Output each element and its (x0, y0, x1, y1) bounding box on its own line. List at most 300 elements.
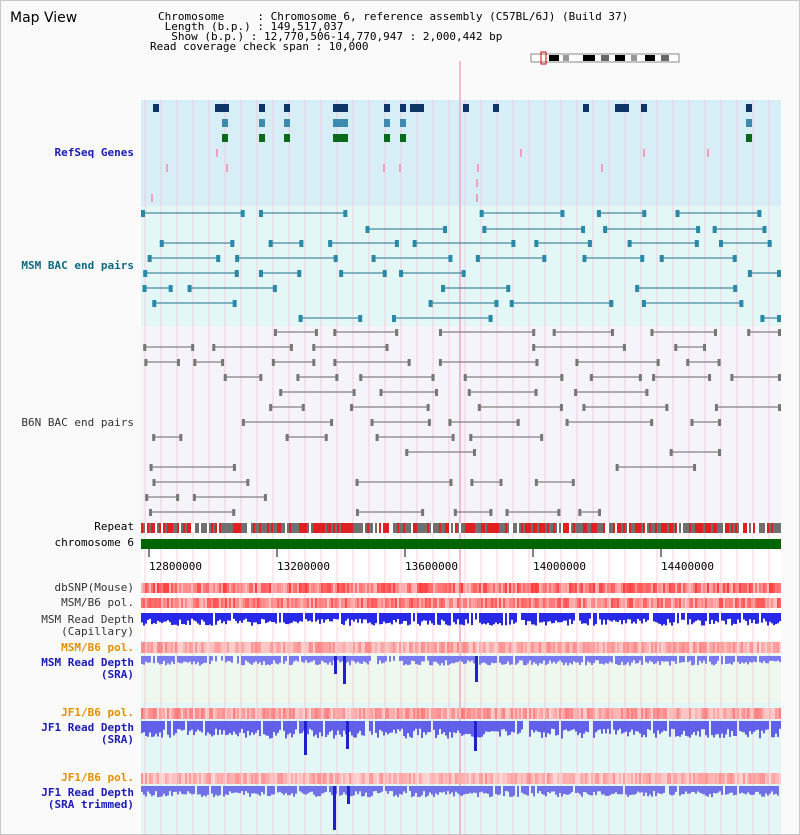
repeat-segment (235, 523, 237, 533)
heat-cell (629, 642, 631, 653)
heat-cell (681, 708, 683, 719)
depth-bar (265, 721, 267, 735)
depth-bar (429, 786, 431, 793)
heat-cell (555, 642, 557, 653)
heat-cell (511, 598, 513, 608)
heat-cell (765, 642, 767, 653)
depth-bar (493, 613, 495, 624)
heat-cell (719, 708, 721, 719)
depth-bar (751, 786, 753, 795)
heat-cell (325, 598, 327, 608)
heat-cell (205, 708, 207, 719)
depth-bar (647, 721, 649, 729)
heat-cell (717, 708, 719, 719)
heat-cell (687, 773, 689, 784)
depth-bar (315, 613, 317, 622)
b6n-end-marker (611, 329, 614, 336)
depth-bar (463, 721, 465, 735)
heat-cell (181, 598, 183, 608)
heat-cell (697, 598, 699, 608)
depth-bar (439, 786, 441, 792)
depth-bar (247, 786, 249, 793)
repeat-segment (541, 523, 543, 533)
depth-bar (779, 613, 781, 621)
depth-bar (365, 613, 367, 620)
depth-bar (199, 786, 201, 794)
depth-bar (181, 721, 183, 731)
depth-bar (271, 656, 273, 664)
depth-bar (319, 656, 321, 664)
heat-cell (343, 773, 345, 784)
depth-bar (169, 786, 171, 791)
depth-bar (725, 786, 727, 795)
depth-bar (511, 786, 513, 797)
heat-cell (689, 773, 691, 784)
repeat-segment (307, 523, 309, 533)
depth-bar (623, 656, 625, 665)
heat-cell (187, 598, 189, 608)
track-label-chromosome[interactable]: chromosome 6 (54, 536, 134, 549)
depth-bar (297, 656, 299, 662)
repeat-segment (611, 523, 613, 533)
heat-cell (287, 598, 289, 608)
heat-cell (607, 708, 609, 719)
heat-cell (667, 642, 669, 653)
repeat-segment (469, 523, 471, 533)
depth-bar (623, 613, 625, 620)
gene-exon (400, 119, 406, 127)
depth-bar (289, 786, 291, 795)
depth-bar (399, 656, 401, 661)
heat-cell (651, 598, 653, 608)
repeat-segment (677, 523, 679, 533)
track-label-jf1-depth-sra[interactable]: JF1 Read Depth (SRA) (41, 721, 134, 746)
depth-bar (653, 721, 655, 733)
heat-cell (417, 773, 419, 784)
depth-bar (471, 613, 473, 625)
track-label-msm-b6-pol-top[interactable]: MSM/B6 pol. (61, 596, 134, 609)
depth-bar (773, 721, 775, 737)
heat-cell (147, 708, 149, 719)
heat-cell (547, 708, 549, 719)
heat-cell (169, 583, 171, 593)
heat-cell (141, 583, 143, 593)
heat-cell (367, 708, 369, 719)
repeat-segment (345, 523, 347, 533)
repeat-segment (543, 523, 545, 533)
depth-bar (581, 656, 583, 662)
depth-bar (717, 656, 719, 661)
repeat-segment (279, 523, 281, 533)
depth-bar (501, 721, 503, 730)
heat-cell (635, 642, 637, 653)
depth-bar (379, 786, 381, 793)
depth-bar (603, 721, 605, 729)
heat-cell (709, 642, 711, 653)
bac-end-marker (542, 255, 546, 262)
heat-cell (609, 773, 611, 784)
depth-bar (509, 786, 511, 797)
depth-bar (645, 786, 647, 793)
depth-bar (515, 656, 517, 665)
depth-bar (457, 656, 459, 662)
heat-cell (649, 598, 651, 608)
heat-cell (141, 708, 143, 719)
heat-cell (437, 598, 439, 608)
heat-cell (307, 642, 309, 653)
repeat-segment (649, 523, 651, 533)
refseq-track-bg (141, 100, 781, 206)
track-label-msm-depth-sra[interactable]: MSM Read Depth (SRA) (41, 656, 134, 681)
track-label-dbsnp[interactable]: dbSNP(Mouse) (54, 581, 134, 594)
heat-cell (275, 708, 277, 719)
heat-cell (735, 583, 737, 593)
heat-cell (577, 598, 579, 608)
depth-bar (337, 721, 339, 731)
repeat-segment (557, 523, 559, 533)
heat-cell (361, 642, 363, 653)
depth-bar (363, 786, 365, 796)
b6n-end-marker (557, 509, 560, 516)
depth-bar (561, 613, 563, 622)
gene-exon (400, 134, 406, 142)
heat-cell (255, 598, 257, 608)
heat-cell (477, 642, 479, 653)
track-label-refseq-genes[interactable]: RefSeq Genes (54, 146, 134, 159)
gene-exon (342, 104, 348, 112)
depth-bar (201, 613, 203, 620)
heat-cell (425, 708, 427, 719)
heat-cell (657, 598, 659, 608)
repeat-segment (389, 523, 391, 533)
heat-cell (425, 598, 427, 608)
heat-cell (773, 642, 775, 653)
heat-cell (201, 598, 203, 608)
track-label-msm-bac[interactable]: MSM BAC end pairs (21, 259, 134, 272)
depth-bar (263, 656, 265, 661)
depth-bar (595, 786, 597, 795)
heat-cell (229, 773, 231, 784)
depth-bar (241, 656, 243, 665)
heat-cell (237, 773, 239, 784)
depth-bar (167, 786, 169, 795)
heat-cell (467, 773, 469, 784)
heat-cell (447, 583, 449, 593)
heat-cell (555, 598, 557, 608)
heat-cell (653, 708, 655, 719)
gene-exon (384, 104, 390, 112)
depth-bar (641, 721, 643, 737)
depth-bar (271, 786, 273, 794)
heat-cell (717, 583, 719, 593)
depth-bar (645, 721, 647, 737)
heat-cell (243, 598, 245, 608)
b6n-end-marker (435, 389, 438, 396)
heat-cell (669, 583, 671, 593)
b6n-end-marker (145, 494, 148, 501)
depth-bar (663, 613, 665, 624)
heat-cell (367, 773, 369, 784)
heat-cell (173, 642, 175, 653)
b6n-end-marker (670, 449, 673, 456)
heat-cell (651, 773, 653, 784)
heat-cell (585, 642, 587, 653)
depth-bar (369, 656, 371, 661)
heat-cell (629, 773, 631, 784)
heat-cell (177, 598, 179, 608)
heat-cell (313, 642, 315, 653)
gene-tick (383, 164, 385, 172)
depth-bar (309, 721, 311, 729)
heat-cell (669, 642, 671, 653)
heat-cell (763, 583, 765, 593)
heat-cell (153, 773, 155, 784)
heat-cell (537, 642, 539, 653)
depth-bar (301, 613, 303, 622)
depth-bar (387, 721, 389, 734)
heat-cell (301, 708, 303, 719)
heat-cell (597, 708, 599, 719)
depth-bar (527, 613, 529, 621)
depth-bar (253, 613, 255, 622)
heat-cell (419, 583, 421, 593)
heat-cell (761, 773, 763, 784)
depth-bar (229, 656, 231, 661)
heat-cell (677, 598, 679, 608)
heat-cell (369, 598, 371, 608)
repeat-segment (485, 523, 487, 533)
heat-cell (545, 642, 547, 653)
heat-cell (309, 598, 311, 608)
depth-bar (251, 656, 253, 665)
track-label-repeat[interactable]: Repeat (94, 520, 134, 533)
depth-bar (289, 613, 291, 623)
depth-bar (669, 721, 671, 737)
depth-bar (231, 721, 233, 735)
heat-cell (573, 598, 575, 608)
heat-cell (509, 642, 511, 653)
depth-bar (283, 786, 285, 795)
depth-bar (205, 786, 207, 796)
heat-cell (351, 642, 353, 653)
depth-bar (437, 721, 439, 735)
heat-cell (761, 642, 763, 653)
repeat-segment (297, 523, 299, 533)
heat-cell (687, 708, 689, 719)
repeat-segment (551, 523, 553, 533)
bac-end-marker (713, 226, 717, 233)
heat-cell (323, 708, 325, 719)
bac-end-marker (628, 240, 632, 247)
b6n-end-marker (574, 389, 577, 396)
track-label-msm-depth-capillary[interactable]: MSM Read Depth (Capillary) (41, 613, 134, 638)
depth-bar (395, 786, 397, 795)
depth-bar (763, 613, 765, 619)
heat-cell (183, 708, 185, 719)
track-label-jf1-depth-trimmed[interactable]: JF1 Read Depth (SRA trimmed) (41, 786, 134, 811)
depth-bar (371, 613, 373, 624)
heat-cell (443, 598, 445, 608)
gene-tick (520, 149, 522, 157)
depth-bar (573, 721, 575, 729)
track-label-jf1-b6-pol-b[interactable]: JF1/B6 pol. (61, 771, 134, 784)
heat-cell (431, 583, 433, 593)
heat-cell (691, 642, 693, 653)
depth-bar (659, 613, 661, 624)
heat-cell (409, 598, 411, 608)
b6n-end-marker (616, 464, 619, 471)
heat-cell (345, 598, 347, 608)
heat-cell (425, 642, 427, 653)
gene-tick (166, 164, 168, 172)
info-chromosome: Chromosome : Chromosome 6, reference assembly (C57BL/6J) (Build 37) (158, 10, 629, 23)
depth-bar (541, 721, 543, 738)
heat-cell (619, 708, 621, 719)
heat-cell (421, 708, 423, 719)
track-label-jf1-b6-pol-a[interactable]: JF1/B6 pol. (61, 706, 134, 719)
depth-bar (235, 721, 237, 734)
depth-bar (273, 786, 275, 794)
repeat-segment (493, 523, 495, 533)
heat-cell (509, 583, 511, 593)
depth-bar (659, 656, 661, 665)
heat-cell (747, 598, 749, 608)
heat-cell (233, 773, 235, 784)
heat-cell (259, 773, 261, 784)
repeat-segment (331, 523, 333, 533)
heat-cell (593, 773, 595, 784)
heat-cell (159, 642, 161, 653)
depth-bar (605, 613, 607, 625)
depth-bar (511, 656, 513, 664)
b6n-end-marker (439, 359, 442, 366)
depth-bar (179, 721, 181, 729)
heat-cell (575, 708, 577, 719)
heat-cell (423, 642, 425, 653)
heat-cell (145, 642, 147, 653)
heat-cell (703, 598, 705, 608)
heat-cell (379, 598, 381, 608)
heat-cell (289, 773, 291, 784)
depth-bar (681, 613, 683, 620)
heat-cell (291, 773, 293, 784)
repeat-segment (733, 523, 735, 533)
depth-bar (203, 613, 205, 622)
heat-cell (697, 583, 699, 593)
heat-cell (563, 642, 565, 653)
depth-bar (197, 721, 199, 730)
heat-cell (371, 598, 373, 608)
heat-cell (581, 583, 583, 593)
repeat-segment (647, 523, 649, 533)
depth-bar (667, 656, 669, 662)
depth-bar (501, 613, 503, 625)
b6n-end-marker (535, 389, 538, 396)
repeat-segment (437, 523, 439, 533)
repeat-segment (489, 523, 491, 533)
heat-cell (205, 583, 207, 593)
depth-bar (765, 721, 767, 730)
depth-bar (459, 656, 461, 661)
depth-bar (397, 721, 399, 729)
repeat-segment (461, 523, 463, 533)
heat-cell (451, 642, 453, 653)
bac-end-marker (489, 315, 493, 322)
repeat-segment (643, 523, 645, 533)
depth-bar (359, 786, 361, 791)
heat-cell (763, 708, 765, 719)
heat-cell (745, 598, 747, 608)
depth-bar (207, 613, 209, 625)
heat-cell (623, 642, 625, 653)
depth-bar (433, 721, 435, 730)
depth-bar (527, 656, 529, 663)
heat-cell (421, 773, 423, 784)
heat-cell (195, 583, 197, 593)
depth-bar (357, 721, 359, 733)
depth-bar (525, 613, 527, 625)
repeat-segment (197, 523, 199, 533)
heat-cell (439, 773, 441, 784)
depth-bar (151, 613, 153, 624)
heat-cell (377, 773, 379, 784)
gene-exon (222, 134, 228, 142)
heat-cell (589, 708, 591, 719)
depth-bar (497, 786, 499, 795)
repeat-segment (229, 523, 231, 533)
heat-cell (749, 598, 751, 608)
repeat-segment (713, 523, 715, 533)
heat-cell (413, 598, 415, 608)
depth-bar (485, 721, 487, 732)
heat-cell (741, 598, 743, 608)
depth-bar (345, 613, 347, 621)
track-label-msm-b6-pol[interactable]: MSM/B6 pol. (61, 641, 134, 654)
depth-bar (479, 656, 481, 665)
depth-bar (537, 786, 539, 793)
heat-cell (189, 598, 191, 608)
heat-cell (433, 583, 435, 593)
heat-cell (161, 642, 163, 653)
depth-bar (491, 613, 493, 626)
heat-cell (503, 583, 505, 593)
depth-bar (167, 613, 169, 620)
depth-bar (293, 656, 295, 662)
repeat-segment (409, 523, 411, 533)
heat-cell (723, 642, 725, 653)
repeat-segment (447, 523, 449, 533)
depth-bar (441, 613, 443, 620)
heat-cell (661, 642, 663, 653)
heat-cell (287, 708, 289, 719)
track-label-b6n-bac[interactable]: B6N BAC end pairs (21, 416, 134, 429)
heat-cell (141, 598, 143, 608)
repeat-segment (313, 523, 315, 533)
heat-cell (271, 598, 273, 608)
heat-cell (347, 773, 349, 784)
depth-bar (529, 656, 531, 660)
depth-bar (517, 656, 519, 663)
heat-cell (537, 583, 539, 593)
heat-cell (463, 642, 465, 653)
depth-bar (663, 721, 665, 731)
heat-cell (769, 708, 771, 719)
heat-cell (739, 598, 741, 608)
heat-cell (577, 708, 579, 719)
heat-cell (179, 642, 181, 653)
depth-bar (649, 786, 651, 794)
repeat-segment (779, 523, 781, 533)
